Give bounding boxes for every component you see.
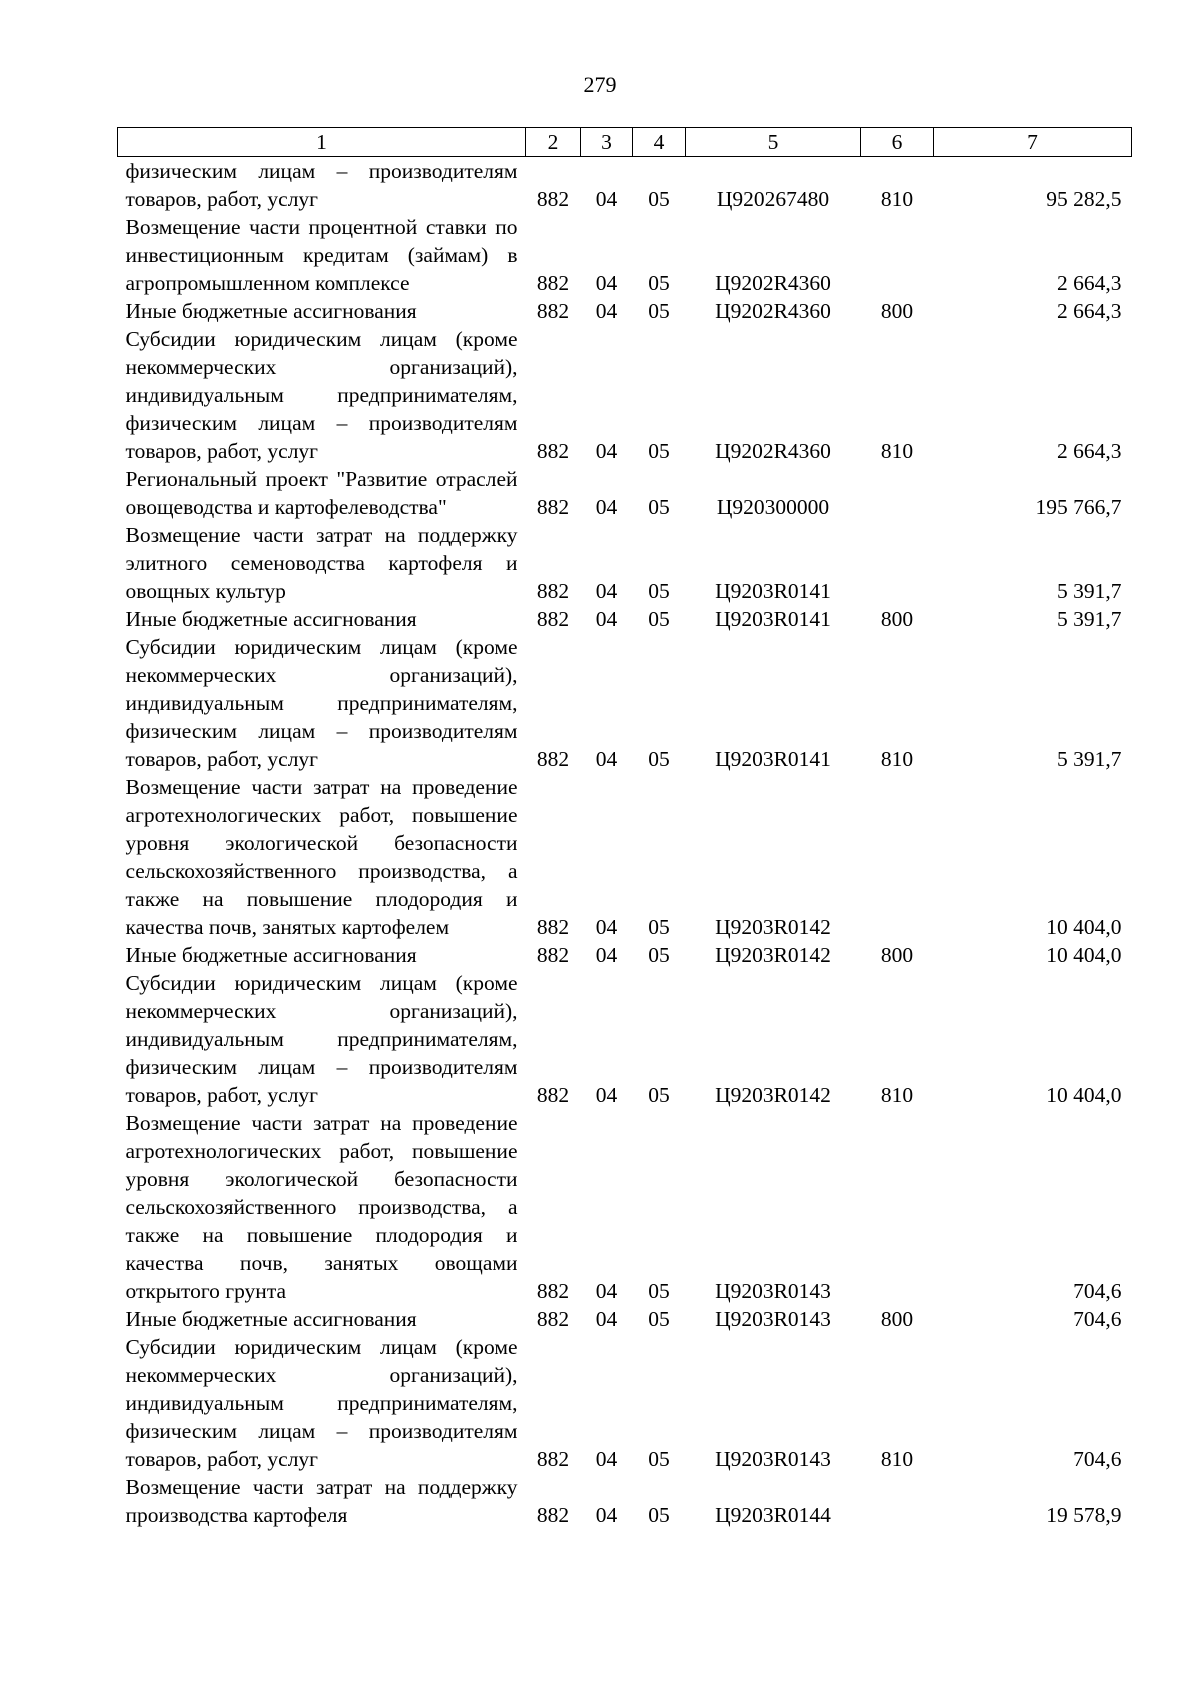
cell-target-code: Ц9203R0143 <box>715 1447 831 1471</box>
cell-subsection: 05 <box>648 271 670 295</box>
cell-target-code: Ц9203R0141 <box>715 579 831 603</box>
cell-expense-type: 810 <box>880 747 914 771</box>
row-name: Субсидии юридическим лицам (кроме некоммерческих организаций), индивидуальным предпринимателям, физическим лицам – производителям товаров, работ, услуг <box>125 971 518 1107</box>
cell-subsection: 05 <box>648 1503 670 1527</box>
cell-section: 04 <box>595 495 618 519</box>
row-name: Возмещение части затрат на поддержку производства картофеля <box>125 1475 518 1527</box>
cell-amount: 10 404,0 <box>1046 943 1122 967</box>
cell-amount: 195 766,7 <box>1035 495 1122 519</box>
table-body <box>118 157 1132 1530</box>
cell-subsection: 05 <box>648 1083 670 1107</box>
cell-amount: 2 664,3 <box>1057 299 1122 323</box>
cell-subsection: 05 <box>648 299 670 323</box>
table-row <box>118 465 1132 521</box>
page-number: 279 <box>583 72 617 97</box>
cell-expense-type <box>861 1473 934 1529</box>
column-header-6: 6 <box>861 128 934 157</box>
cell-target-code: Ц920267480 <box>716 187 830 211</box>
cell-target-code: Ц9203R0143 <box>715 1307 831 1331</box>
cell-section: 04 <box>595 915 618 939</box>
row-name: Иные бюджетные ассигнования <box>125 1307 417 1331</box>
cell-ministry: 882 <box>536 579 570 603</box>
cell-target-code: Ц9202R4360 <box>715 299 831 323</box>
cell-target-code: Ц9202R4360 <box>715 439 831 463</box>
row-name: Иные бюджетные ассигнования <box>125 299 417 323</box>
cell-ministry: 882 <box>536 943 570 967</box>
cell-subsection: 05 <box>648 747 670 771</box>
cell-subsection: 05 <box>648 187 670 211</box>
cell-target-code: Ц920300000 <box>716 495 830 519</box>
cell-subsection: 05 <box>648 439 670 463</box>
cell-section: 04 <box>595 1307 618 1331</box>
cell-target-code: Ц9203R0143 <box>715 1279 831 1303</box>
cell-ministry: 882 <box>536 1503 570 1527</box>
cell-subsection: 05 <box>648 1307 670 1331</box>
row-name: Региональный проект "Развитие отраслей овощеводства и картофелеводства" <box>125 467 518 519</box>
cell-subsection: 05 <box>648 495 670 519</box>
cell-amount: 5 391,7 <box>1057 579 1122 603</box>
cell-amount: 10 404,0 <box>1046 1083 1122 1107</box>
budget-table <box>117 127 1132 1529</box>
cell-ministry: 882 <box>536 271 570 295</box>
cell-amount: 19 578,9 <box>1046 1503 1122 1527</box>
cell-expense-type: 810 <box>880 439 914 463</box>
cell-target-code: Ц9203R0141 <box>715 607 831 631</box>
cell-expense-type <box>861 521 934 605</box>
row-name: Субсидии юридическим лицам (кроме некоммерческих организаций), индивидуальным предпринимателям, физическим лицам – производителям товаров, работ, услуг <box>125 327 518 463</box>
cell-expense-type: 800 <box>880 607 914 631</box>
table-row <box>118 213 1132 297</box>
cell-ministry: 882 <box>536 439 570 463</box>
cell-section: 04 <box>595 1279 618 1303</box>
table-row <box>118 969 1132 1109</box>
cell-target-code: Ц9203R0144 <box>715 1503 831 1527</box>
cell-ministry: 882 <box>536 1083 570 1107</box>
cell-target-code: Ц9203R0142 <box>715 943 831 967</box>
column-header-2: 2 <box>526 128 581 157</box>
table-row <box>118 633 1132 773</box>
cell-amount: 5 391,7 <box>1057 747 1122 771</box>
cell-section: 04 <box>595 439 618 463</box>
cell-expense-type <box>861 465 934 521</box>
cell-subsection: 05 <box>648 607 670 631</box>
cell-expense-type: 810 <box>880 1083 914 1107</box>
cell-expense-type <box>861 1109 934 1305</box>
cell-subsection: 05 <box>648 915 670 939</box>
table-row <box>118 1473 1132 1529</box>
cell-section: 04 <box>595 187 618 211</box>
row-name: Возмещение части затрат на поддержку элитного семеноводства картофеля и овощных культур <box>125 523 518 603</box>
cell-ministry: 882 <box>536 1447 570 1471</box>
cell-expense-type: 800 <box>880 299 914 323</box>
row-name: Субсидии юридическим лицам (кроме некоммерческих организаций), индивидуальным предпринимателям, физическим лицам – производителям товаров, работ, услуг <box>125 635 518 771</box>
cell-expense-type <box>861 773 934 941</box>
cell-amount: 5 391,7 <box>1057 607 1122 631</box>
table-row <box>118 1109 1132 1305</box>
cell-section: 04 <box>595 943 618 967</box>
column-header-4: 4 <box>633 128 686 157</box>
table-row <box>118 941 1132 969</box>
column-header-1: 1 <box>118 128 526 157</box>
cell-amount: 704,6 <box>1073 1279 1122 1303</box>
cell-ministry: 882 <box>536 495 570 519</box>
table-row <box>118 157 1132 214</box>
cell-target-code: Ц9203R0142 <box>715 915 831 939</box>
row-name: Иные бюджетные ассигнования <box>125 943 417 967</box>
row-name: Иные бюджетные ассигнования <box>125 607 417 631</box>
cell-section: 04 <box>595 579 618 603</box>
table-row <box>118 325 1132 465</box>
row-name: Возмещение части затрат на проведение агротехнологических работ, повышение уровня экологической безопасности сельскохозяйственного производства, а также на повышение плодородия и качества почв, занятых картофелем <box>125 775 518 939</box>
cell-ministry: 882 <box>536 1279 570 1303</box>
cell-expense-type: 810 <box>880 1447 914 1471</box>
table-header-row <box>118 128 1132 157</box>
row-name: Возмещение части затрат на проведение агротехнологических работ, повышение уровня экологической безопасности сельскохозяйственного производства, а также на повышение плодородия и качества почв, занятых овощами открытого грунта <box>125 1111 518 1303</box>
cell-amount: 2 664,3 <box>1057 439 1122 463</box>
cell-section: 04 <box>595 271 618 295</box>
cell-section: 04 <box>595 1503 618 1527</box>
cell-section: 04 <box>595 299 618 323</box>
table-row <box>118 521 1132 605</box>
cell-ministry: 882 <box>536 915 570 939</box>
table-row <box>118 605 1132 633</box>
table-row <box>118 1333 1132 1473</box>
table-row <box>118 297 1132 325</box>
cell-amount: 95 282,5 <box>1046 187 1122 211</box>
column-header-3: 3 <box>581 128 633 157</box>
cell-expense-type: 800 <box>880 1307 914 1331</box>
column-header-5: 5 <box>686 128 861 157</box>
cell-ministry: 882 <box>536 1307 570 1331</box>
cell-target-code: Ц9202R4360 <box>715 271 831 295</box>
cell-expense-type: 810 <box>880 187 914 211</box>
cell-section: 04 <box>595 1083 618 1107</box>
cell-section: 04 <box>595 1447 618 1471</box>
row-name: Субсидии юридическим лицам (кроме некоммерческих организаций), индивидуальным предпринимателям, физическим лицам – производителям товаров, работ, услуг <box>125 1335 518 1471</box>
table-row <box>118 773 1132 941</box>
cell-ministry: 882 <box>536 607 570 631</box>
cell-subsection: 05 <box>648 1447 670 1471</box>
cell-expense-type <box>861 213 934 297</box>
cell-section: 04 <box>595 607 618 631</box>
cell-subsection: 05 <box>648 579 670 603</box>
cell-subsection: 05 <box>648 943 670 967</box>
cell-expense-type: 800 <box>880 943 914 967</box>
cell-target-code: Ц9203R0141 <box>715 747 831 771</box>
cell-ministry: 882 <box>536 747 570 771</box>
cell-amount: 704,6 <box>1073 1447 1122 1471</box>
cell-target-code: Ц9203R0142 <box>715 1083 831 1107</box>
cell-subsection: 05 <box>648 1279 670 1303</box>
cell-amount: 10 404,0 <box>1046 915 1122 939</box>
cell-section: 04 <box>595 747 618 771</box>
cell-ministry: 882 <box>536 187 570 211</box>
cell-amount: 704,6 <box>1073 1307 1122 1331</box>
row-name: Возмещение части процентной ставки по инвестиционным кредитам (займам) в агропромышленном комплексе <box>125 215 518 295</box>
row-name: физическим лицам – производителям товаров, работ, услуг <box>125 159 518 211</box>
cell-amount: 2 664,3 <box>1057 271 1122 295</box>
table-row <box>118 1305 1132 1333</box>
column-header-7: 7 <box>934 128 1132 157</box>
cell-ministry: 882 <box>536 299 570 323</box>
